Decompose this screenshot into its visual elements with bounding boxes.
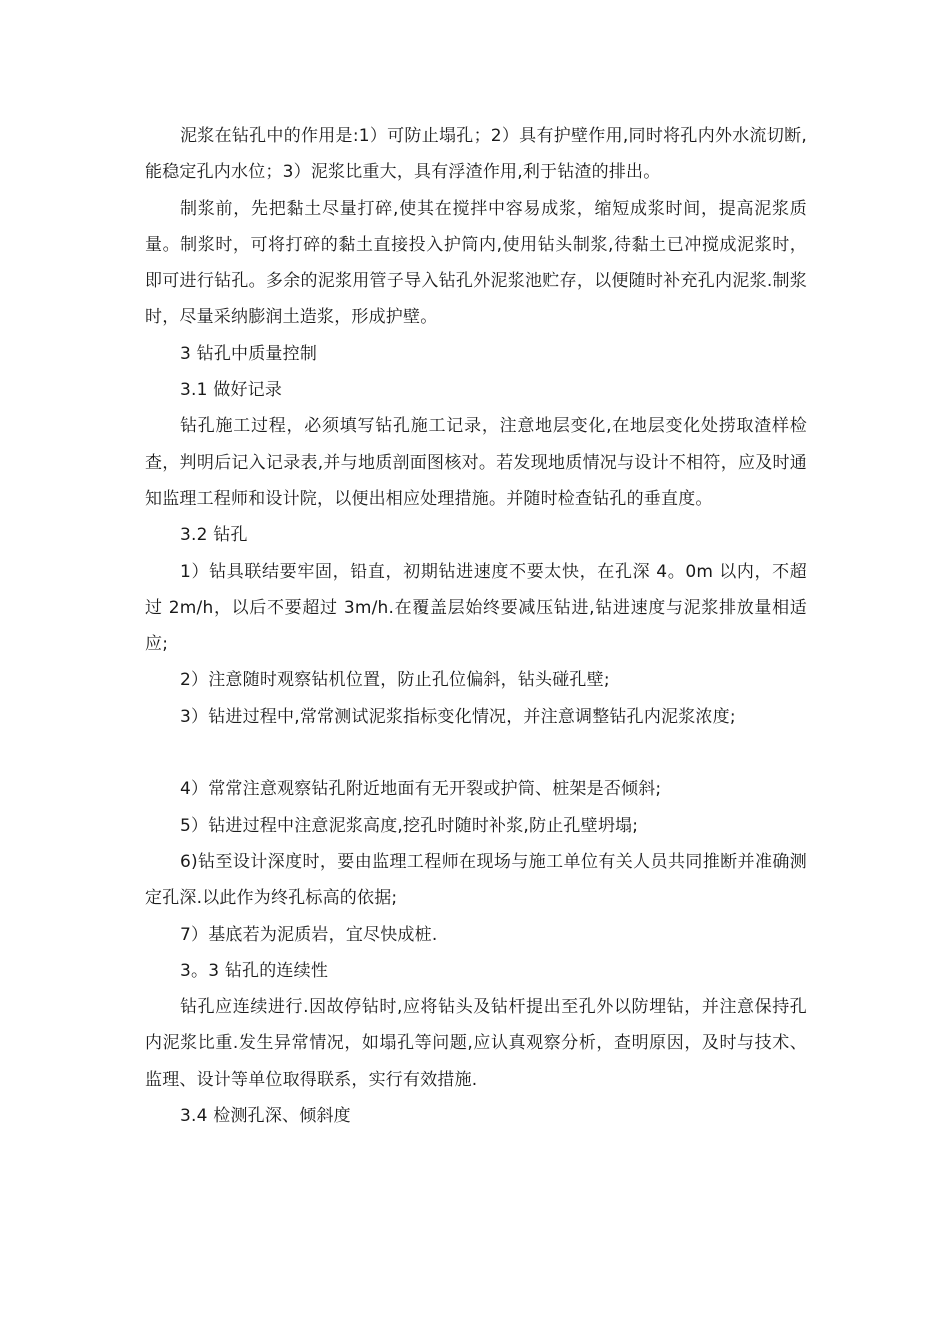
list-item-5: 5）钻进过程中注意泥浆高度,挖孔时随时补浆,防止孔壁坍塌; — [180, 815, 639, 836]
list-item-2: 2）注意随时观察钻机位置，防止孔位偏斜，钻头碰孔壁; — [180, 670, 610, 691]
section-heading-3-4: 3.4 检测孔深、倾斜度 — [180, 1106, 351, 1127]
paragraph-continuity: 钻孔应连续进行.因故停钻时,应将钻头及钻杆提出至孔外以防埋钻，并注意保持孔内泥浆比重.发生异常情况，如塌孔等问题,应认真观察分析，查明原因，及时与技术、监理、设计等单位取得联系，实行有效措施. — [145, 997, 807, 1090]
section-heading-3-2: 3.2 钻孔 — [180, 525, 248, 546]
paragraph-mud-function: 泥浆在钻孔中的作用是:1）可防止塌孔；2）具有护壁作用,同时将孔内外水流切断,能稳定孔内水位；3）泥浆比重大，具有浮渣作用,利于钻渣的排出。 — [145, 126, 807, 183]
document-body — [145, 118, 807, 1134]
list-item-6: 6)钻至设计深度时，要由监理工程师在现场与施工单位有关人员共同推断并准确测定孔深.以此作为终孔标高的依据; — [145, 851, 807, 909]
section-heading-3-1: 3.1 做好记录 — [180, 380, 283, 401]
section-heading-3-3: 3。3 钻孔的连续性 — [180, 960, 329, 981]
section-heading-3: 3 钻孔中质量控制 — [180, 343, 318, 364]
paragraph-records: 钻孔施工过程，必须填写钻孔施工记录，注意地层变化,在地层变化处捞取渣样检查，判明后记入记录表,并与地质剖面图核对。若发现地质情况与设计不相符，应及时通知监理工程师和设计院，以便出相应处理措施。并随时检查钻孔的垂直度。 — [145, 416, 807, 509]
blank-line — [145, 735, 807, 771]
list-item-4: 4）常常注意观察钻孔附近地面有无开裂或护筒、桩架是否倾斜; — [180, 779, 662, 800]
list-item-1: 1）钻具联结要牢固，铅直，初期钻进速度不要太快，在孔深 4。0m 以内，不超过 2m/h，以后不要超过 3m/h.在覆盖层始终要减压钻进,钻进速度与泥浆排放量相适应; — [145, 561, 807, 655]
paragraph-mud-preparation: 制浆前，先把黏土尽量打碎,使其在搅拌中容易成浆，缩短成浆时间，提高泥浆质量。制浆时，可将打碎的黏土直接投入护筒内,使用钻头制浆,待黏土已冲搅成泥浆时，即可进行钻孔。多余的泥浆用管子导入钻孔外泥浆池贮存，以便随时补充孔内泥浆.制浆时，尽量采纳膨润土造浆，形成护壁。 — [145, 198, 807, 328]
list-item-3: 3）钻进过程中,常常测试泥浆指标变化情况，并注意调整钻孔内泥浆浓度; — [180, 706, 736, 727]
list-item-7: 7）基底若为泥质岩，宜尽快成桩. — [180, 924, 438, 945]
